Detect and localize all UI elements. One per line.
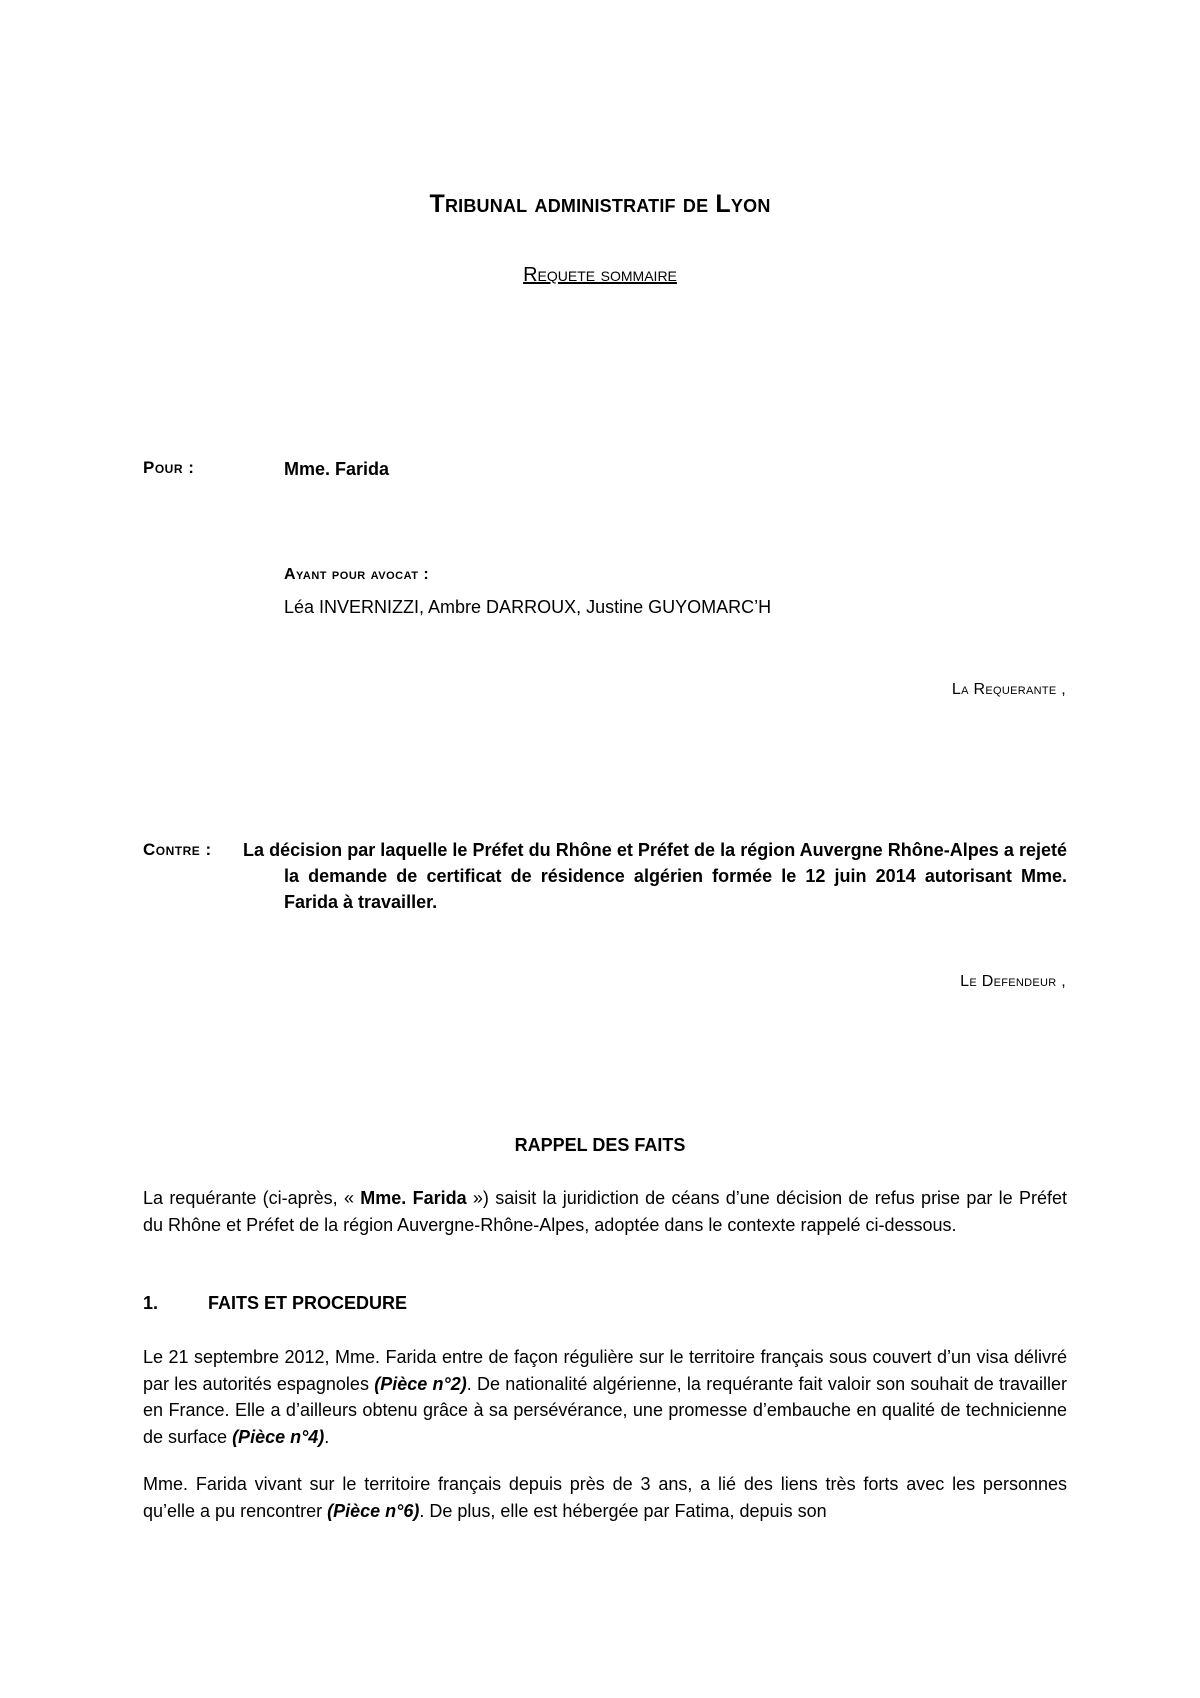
avocat-names: Léa INVERNIZZI, Ambre DARROUX, Justine GUYOMARC’H (284, 597, 772, 617)
p1-text-b: . De nationalité algérienne, la requérante fait valoir son souhait de travailler en France. Elle a d’ailleurs obtenu grâce à sa persévérance, une promesse d’embauche en qualité de technicienne de surface (143, 1373, 1067, 1447)
rappel-intro-name: Mme. Farida (360, 1188, 467, 1208)
p2-reference-6: (Pièce n°6) (327, 1500, 420, 1521)
section1-heading: FAITS ET PROCEDURE (208, 1293, 408, 1313)
rappel-heading: RAPPEL DES FAITS (514, 1135, 686, 1155)
p2-text-b: . De plus, elle est hébergée par Fatima, depuis son (419, 1500, 827, 1521)
p1-text-a: Le 21 septembre 2012, Mme. Farida entre de façon régulière sur le territoire français sous couvert d’un visa délivré par les autorités espagnoles (143, 1347, 1067, 1394)
requerante-label: La Requerante , (951, 681, 1066, 698)
p1-reference-4: (Pièce n°4) (232, 1426, 325, 1447)
section1-paragraph-1 (143, 1344, 1067, 1450)
rappel-intro-text-1: La requérante (ci-après, « (143, 1188, 361, 1208)
pour-label: Pour : (143, 458, 195, 477)
avocat-label: Ayant pour avocat : (284, 566, 430, 583)
pour-value: Mme. Farida (284, 459, 390, 479)
p1-text-c: . (324, 1426, 330, 1447)
defendeur-label: Le Defendeur , (960, 973, 1066, 990)
contre-text-wrap (243, 837, 1067, 915)
rappel-intro (143, 1185, 1067, 1238)
section1-number: 1. (143, 1293, 159, 1313)
document-title: Tribunal administratif de Lyon (429, 190, 771, 218)
contre-text: La décision par laquelle le Préfet du Rhône et Préfet de la région Auvergne Rhône-Alpes a rejeté la demande de certificat de résidence algérien formée le 12 juin 2014 autorisant Mme. Farida à travailler. (243, 840, 1067, 912)
contre-label: Contre : (143, 840, 212, 859)
document-subtitle: Requete sommaire (523, 264, 677, 286)
p2-text-a: Mme. Farida vivant sur le territoire français depuis près de 3 ans, a lié des liens très forts avec les personnes qu’elle a pu rencontrer (143, 1474, 1067, 1521)
section1-paragraph-2 (143, 1471, 1067, 1524)
p1-reference-2: (Pièce n°2) (374, 1373, 467, 1394)
rappel-intro-text-2: ») saisit la juridiction de céans d’une décision de refus prise par le Préfet du Rhône et Préfet de la région Auvergne-Rhône-Alpes, adoptée dans le contexte rappelé ci-dessous. (143, 1188, 1067, 1235)
